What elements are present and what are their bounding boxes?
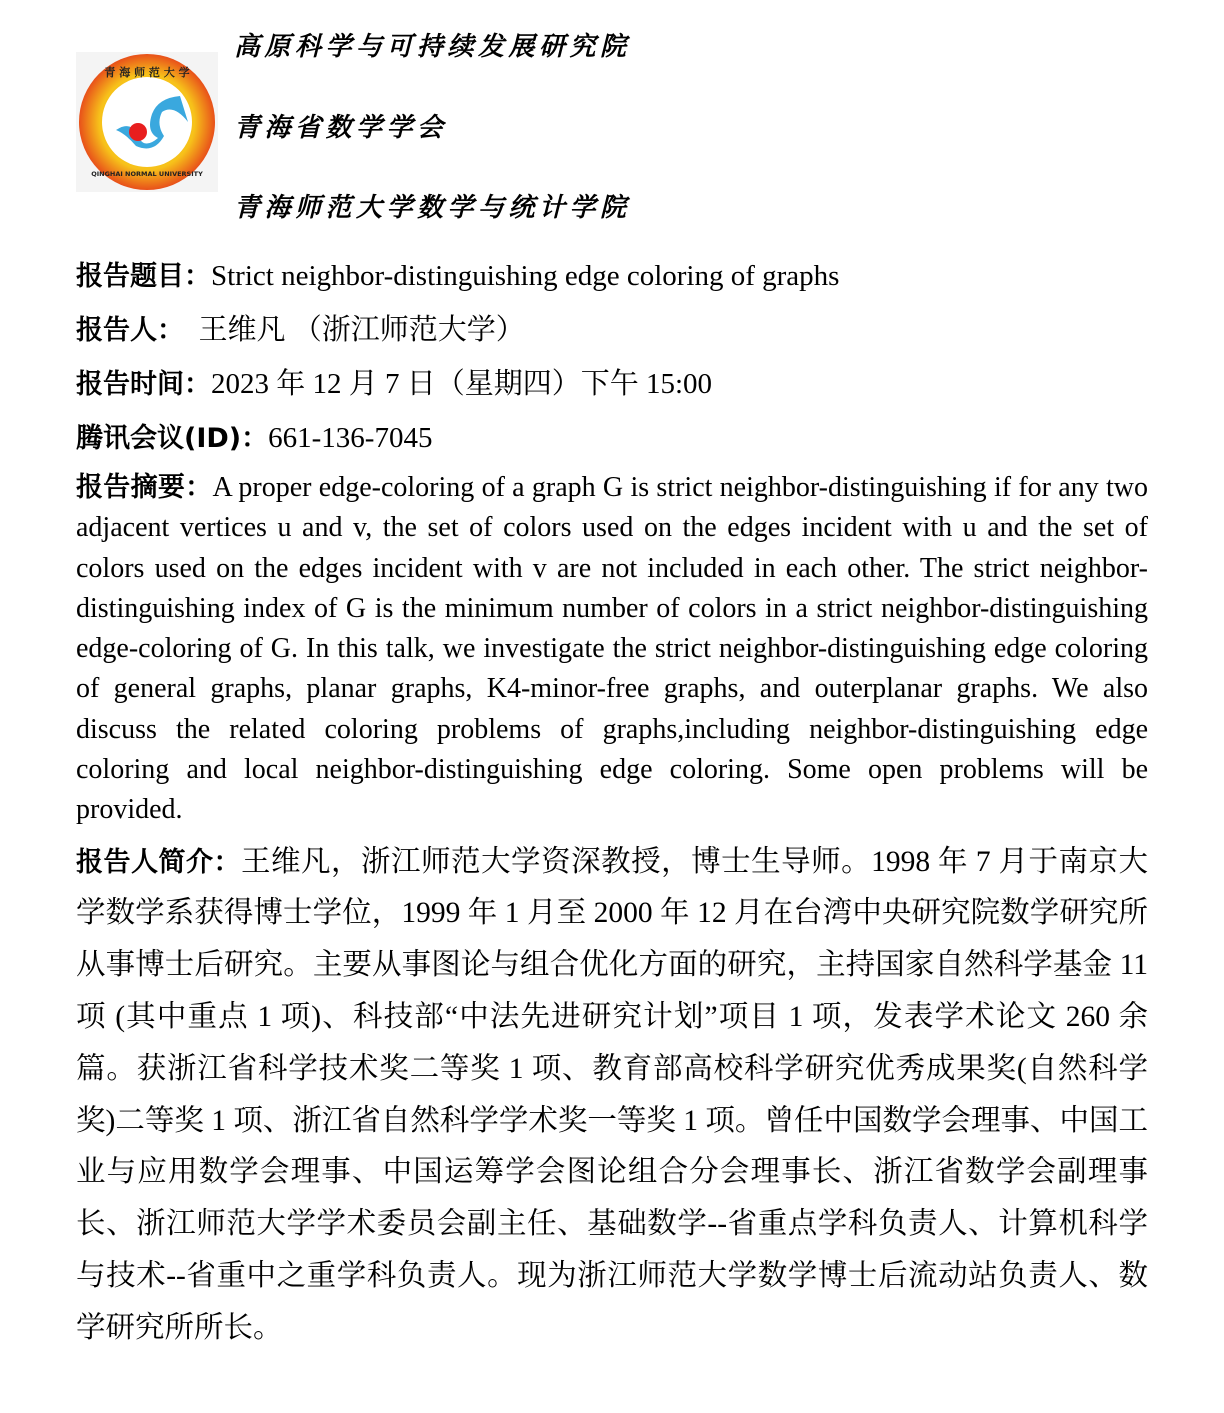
abstract: [76, 468, 1148, 831]
speaker: 王维凡 （浙江师范大学）: [184, 314, 525, 346]
abstract-label: 报告摘要：: [76, 472, 213, 503]
speaker-line: [76, 310, 1148, 351]
abstract-text: A proper edge-coloring of a graph G is strict neighbor-distinguishing if for any two adjacent vertices u and v, the set of colors used on the edges incident with u and the set of colors used on the edges incident with v are not included in each other. The strict neighbor-distinguishing index of G is the minimum number of colors in a strict neighbor-distinguishing edge-coloring of G. In this talk, we investigate the strict neighbor-distinguishing edge coloring of general graphs, planar graphs, K4-minor-free graphs, and outerplanar graphs. We also discuss the related coloring problems of graphs,including neighbor-distinguishing edge coloring and local neighbor-distinguishing edge coloring. Some open problems will be provided.: [76, 472, 1149, 826]
time-line: [76, 364, 1148, 405]
svg-text:青 海 师 范 大 学: 青 海 师 范 大 学: [104, 66, 190, 79]
talk-title-label: 报告题目：: [76, 261, 211, 292]
time-label: 报告时间：: [76, 369, 211, 400]
meeting-id: 661-136-7045: [268, 422, 433, 454]
talk-time: 2023 年 12 月 7 日（星期四）下午 15:00: [211, 368, 713, 400]
meeting-label: 腾讯会议(ID)：: [76, 423, 269, 454]
speaker-label: 报告人：: [76, 315, 184, 346]
organizer-3: 青海师范大学数学与统计学院: [234, 193, 631, 223]
speaker-bio: [76, 837, 1148, 1395]
meeting-line: [76, 418, 1148, 459]
organizer-2: 青海省数学学会: [234, 113, 448, 143]
talk-title: Strict neighbor-distinguishing edge coloring of graphs: [211, 260, 840, 292]
organizer-1: 高原科学与可持续发展研究院: [234, 32, 631, 62]
svg-text:QINGHAI NORMAL UNIVERSITY: QINGHAI NORMAL UNIVERSITY: [91, 170, 203, 178]
content-column: [76, 256, 1148, 1395]
university-logo: [76, 52, 218, 192]
bio-label: 报告人简介：: [76, 846, 242, 878]
bio-text: 王维凡，浙江师范大学资深教授，博士生导师。1998 年 7 月于南京大学数学系获得博士学位，1999 年 1 月至 2000 年 12 月在台湾中央研究院数学研究所从事博士后研究。主要从事图论与组合优化方面的研究，主持国家自然科学基金 11 项 (其中重点 1 项)、科技部“中法先进研究计划”项目 1 项，发表学术论文 260 余篇。获浙江省科学技术奖二等奖 1 项、教育部高校科学研究优秀成果奖(自然科学奖)二等奖 1 项、浙江省自然科学学术奖一等奖 1 项。曾任中国数学会理事、中国工业与应用数学会理事、中国运筹学会图论组合分会理事长、浙江省数学会副理事长、浙江师范大学学术委员会副主任、基础数学--省重点学科负责人、计算机科学与技术--省重中之重学科负责人。现为浙江师范大学数学博士后流动站负责人、数学研究所所长。: [76, 845, 1148, 1344]
talk-title-line: [76, 256, 1148, 297]
